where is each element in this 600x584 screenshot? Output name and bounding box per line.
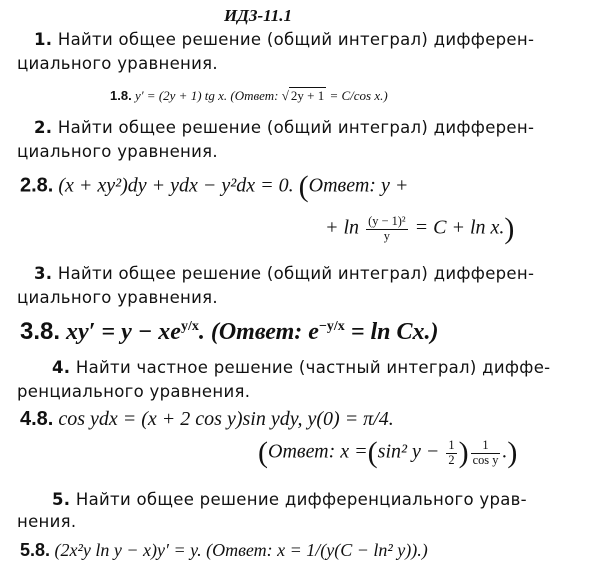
answer-rest: = C/cos x.) (329, 88, 388, 103)
task-2-number: 2. (34, 118, 53, 137)
equation-exponent: y/x (180, 319, 199, 334)
task-3-number: 3. (34, 264, 53, 283)
answer-4-8 (258, 438, 517, 468)
answer-fraction (366, 215, 408, 242)
equation-1-8: 1.8. y′ = (2y + 1) tg x. (Ответ: √ 2y + 1 = C/cos x.) (110, 88, 388, 103)
answer-prefix: (Ответ: (230, 88, 279, 103)
answer-sin: sin² y − (377, 440, 440, 463)
inner-left-paren: ( (367, 436, 378, 469)
task-4-line-2: ренциального уравнения. (17, 382, 251, 401)
answer-ln: + ln (325, 216, 360, 239)
task-4-text: Найти частное решение (частный интеграл) диффе- (75, 358, 551, 377)
answer-fraction-cos (471, 439, 501, 466)
equation-text: (x + xy²)dy + ydx − y²dx = 0. (58, 174, 294, 197)
task-5-line-2: нения. (17, 512, 77, 531)
task-1-text: Найти общее решение (общий интеграл) дифферен- (57, 30, 535, 49)
task-1-number: 1. (34, 30, 53, 49)
task-3-line-1 (34, 264, 534, 283)
equation-4-8 (20, 408, 394, 431)
equation-label: 4.8. (20, 408, 54, 430)
left-paren: ( (298, 170, 309, 203)
task-2-line-2: циального уравнения. (17, 142, 218, 161)
answer-prefix: Ответ: y + (308, 174, 409, 197)
answer-rest: = ln Cx.) (350, 319, 439, 345)
answer-end: . (502, 440, 508, 463)
answer-exponent: −y/x (318, 319, 345, 334)
task-2-text: Найти общее решение (общий интеграл) дифферен- (57, 118, 535, 137)
equation-label: 3.8. (20, 318, 61, 345)
fraction-numerator: 1 (471, 439, 501, 453)
page-title: ИДЗ-11.1 (224, 6, 292, 25)
answer-prefix: Ответ: x = (268, 440, 368, 463)
task-5-text: Найти общее решение дифференциального урав- (75, 490, 527, 509)
equation-text: (2x²y ln y − x)y′ = y. (54, 540, 202, 560)
equation-3-8 (20, 318, 439, 346)
task-5-number: 5. (52, 490, 71, 509)
equation-5-8 (20, 540, 428, 561)
fraction-numerator: (y − 1)² (368, 214, 406, 229)
equation-label: 5.8. (20, 540, 51, 560)
task-3-line-2: циального уравнения. (17, 288, 218, 307)
inner-right-paren: ) (458, 436, 469, 469)
answer-2-8-line-2 (325, 214, 514, 244)
answer-end: = C + ln x. (414, 216, 505, 239)
fraction-numerator: 1 (448, 438, 455, 453)
fraction-denominator: y (383, 228, 390, 243)
equation-text: y′ = (2y + 1) tg x. (134, 88, 228, 103)
left-paren: ( (258, 436, 268, 469)
fraction-denominator: 2 (448, 452, 455, 467)
task-1-line-1 (34, 30, 534, 49)
equation-label: 1.8. (110, 88, 132, 103)
equation-2-8 (20, 172, 408, 202)
right-paren: ) (504, 212, 515, 245)
fraction-denominator: cos y (472, 452, 499, 467)
equation-text: cos ydx = (x + 2 cos y)sin ydy, y(0) = π/4. (58, 408, 394, 430)
answer-fraction-half (446, 439, 456, 466)
right-paren: ) (507, 436, 518, 469)
task-5-line-1 (52, 490, 527, 509)
task-1-line-2: циального уравнения. (17, 54, 218, 73)
answer-text: (Ответ: x = 1/(y(C − ln² y)).) (206, 540, 428, 560)
equation-text: xy′ = y − xe (66, 319, 181, 345)
task-4-line-1 (52, 358, 550, 377)
answer-sqrt: 2y + 1 (290, 88, 325, 103)
answer-prefix: . (Ответ: e (198, 319, 319, 345)
task-3-text: Найти общее решение (общий интеграл) дифферен- (57, 264, 535, 283)
task-2-line-1 (34, 118, 534, 137)
equation-label: 2.8. (20, 174, 54, 197)
task-4-number: 4. (52, 358, 71, 377)
